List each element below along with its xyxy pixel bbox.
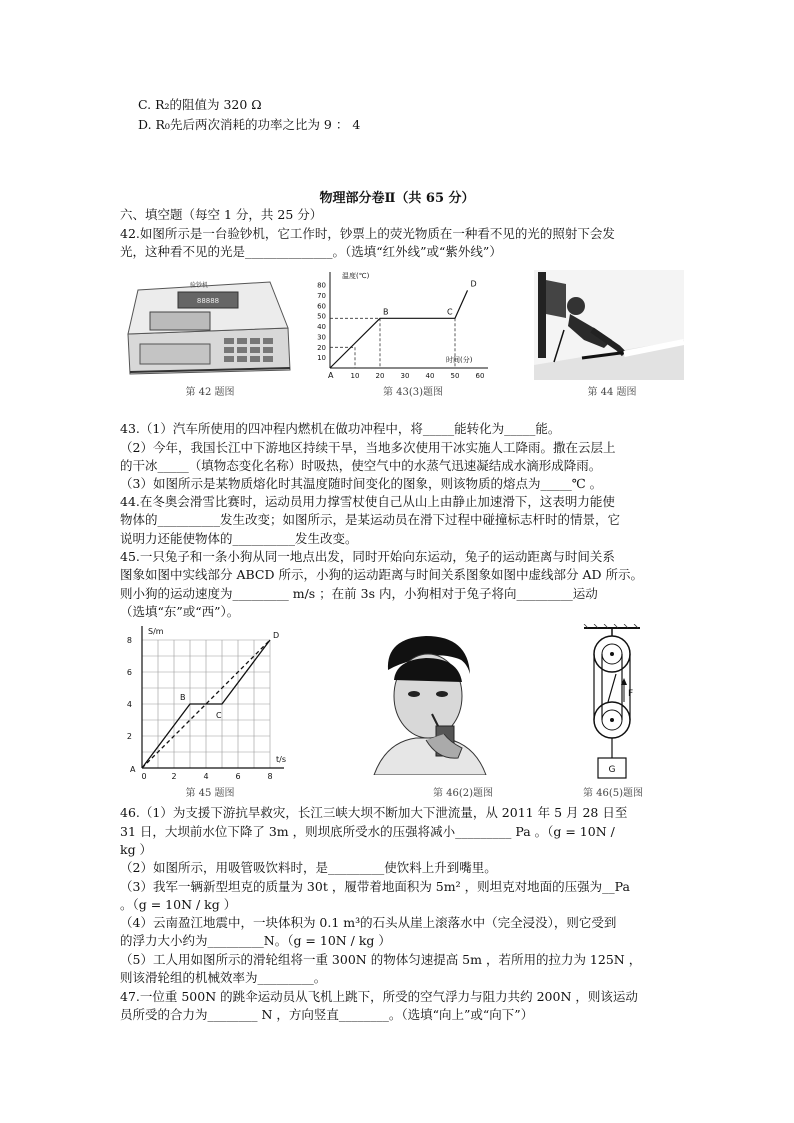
x-tick-label: 0 <box>141 772 147 781</box>
q45-line3: 则小狗的运动速度为_________ m/s ；在前 3s 内，小狗相对于兔子将向_________运动 <box>120 586 598 601</box>
point-label-B: B <box>180 693 186 702</box>
q46-line10: 则该滑轮组的机械效率为_________。 <box>120 970 327 985</box>
fig42-brand-text: 验钞机 <box>190 282 209 289</box>
option-d: D. R₀先后两次消耗的功率之比为 9 ： 4 <box>138 117 361 132</box>
q46-line6: 。（g = 10N / kg ） <box>120 897 237 912</box>
x-tick-label: 30 <box>400 372 410 380</box>
q46-line9: （5）工人用如图所示的滑轮组将一重 300N 的物体匀速提高 5m ，若所用的拉力为 125N ， <box>120 952 642 967</box>
y-tick-label: 30 <box>317 333 326 342</box>
x-tick-label: 60 <box>475 372 485 380</box>
q46-line4: （2）如图所示，用吸管吸饮料时，是_________使饮料上升到嘴里。 <box>120 860 497 875</box>
q43-line3: 的干冰_____（填物态变化名称）时吸热，使空气中的水蒸气迅速凝结成水滴形成降雨。 <box>120 458 602 473</box>
q46-line5: （3）我军一辆新型坦克的质量为 30t ，履带着地面积为 5m² ，则坦克对地面的压强为__Pa <box>120 879 630 894</box>
y-tick-label: 80 <box>317 281 326 290</box>
q47-line2: 员所受的合力为________ N ，方向竖直________。（选填“向上”或“向下”） <box>120 1007 534 1022</box>
y-tick-label: 8 <box>126 636 132 645</box>
q45-line1: 45.一只兔子和一条小狗从同一地点出发，同时开始向东运动，兔子的运动距离与时间关系 <box>120 549 615 564</box>
q45-line4: （选填“东”或“西”）。 <box>120 604 240 619</box>
x-tick-label: 6 <box>235 772 241 781</box>
section-heading: 六、填空题（每空 1 分，共 25 分） <box>120 207 323 222</box>
fig46-5-force-label: F <box>628 689 634 699</box>
q42-line2: 光，这种看不见的光是______________。（选填“红外线”或“紫外线”） <box>120 244 502 259</box>
section-title: 物理部分卷Ⅱ（共 65 分） <box>319 191 475 206</box>
fig43-chart <box>308 268 500 382</box>
fig46-5-pulley-diagram <box>576 624 648 782</box>
point-label-D: D <box>273 631 280 640</box>
fig44-skier-photo <box>534 270 684 380</box>
y-tick-label: 20 <box>317 343 326 352</box>
q44-line2: 物体的__________发生改变；如图所示，是某运动员在滑下过程中碰撞标志杆时的情景，它 <box>120 512 621 527</box>
x-tick-label: 4 <box>203 772 209 781</box>
y-tick-label: 40 <box>317 323 326 332</box>
q44-line3: 说明力还能使物体的__________发生改变。 <box>120 531 358 546</box>
q44-line1: 44.在冬奥会滑雪比赛时，运动员用力撑雪杖使自己从山上由静止加速滑下，这表明力能使 <box>120 494 615 509</box>
point-label-A: A <box>328 371 334 380</box>
fig42-screen-text: 88888 <box>196 297 220 305</box>
fig42-money-counter <box>120 272 296 380</box>
q46-line3: kg ） <box>120 842 153 857</box>
fig46-5-caption: 第 46(5)题图 <box>582 788 644 799</box>
q45-line2: 图象如图中实线部分 ABCD 所示，小狗的运动距离与时间关系图象如图中虚线部分 AD 所示。 <box>120 567 643 582</box>
y-tick-label: 10 <box>317 354 326 363</box>
fig46-2-drinking-photo <box>366 630 492 775</box>
point-label-B: B <box>383 307 389 317</box>
x-tick-label: 40 <box>425 372 435 380</box>
fig44-caption: 第 44 题图 <box>587 387 637 398</box>
y-tick-label: 50 <box>317 312 326 321</box>
point-label-C: C <box>447 307 453 317</box>
fig46-2-caption: 第 46(2)题图 <box>432 788 494 799</box>
q43-line2: （2）今年，我国长江中下游地区持续干旱，当地多次使用干冰实施人工降雨。撒在云层上 <box>120 440 616 455</box>
q46-line8: 的浮力大小约为_________N。（g = 10N / kg ） <box>120 933 391 948</box>
q43-line1: 43.（1）汽车所使用的四冲程内燃机在做功冲程中，将_____能转化为_____能。 <box>120 421 561 436</box>
y-tick-label: 70 <box>317 292 326 301</box>
x-axis-label: t/s <box>276 755 286 764</box>
q43-line4: （3）如图所示是某物质熔化时其温度随时间变化的图象，则该物质的熔点为_____℃ 。 <box>120 476 603 491</box>
fig42-caption: 第 42 题图 <box>185 387 235 398</box>
y-tick-label: 2 <box>126 732 132 741</box>
x-tick-label: 2 <box>171 772 177 781</box>
q46-line2: 31 日，大坝前水位下降了 3m ，则坝底所受水的压强将减小_________ Pa 。（g = 10N / <box>120 824 615 839</box>
y-tick-label: 4 <box>126 700 132 709</box>
y-axis-label: 温度(℃) <box>342 272 370 280</box>
point-label-A: A <box>130 765 136 774</box>
point-label-D: D <box>470 279 477 289</box>
y-tick-label: 6 <box>126 668 132 677</box>
option-c: C. R₂的阻值为 320 Ω <box>138 97 262 112</box>
x-tick-label: 50 <box>450 372 460 380</box>
fig45-caption: 第 45 题图 <box>185 788 235 799</box>
x-tick-label: 10 <box>350 372 360 380</box>
point-label-C: C <box>216 711 222 720</box>
q46-line7: （4）云南盈江地震中，一块体积为 0.1 m³的石头从崖上滚落水中（完全浸没），则它受到 <box>120 915 617 930</box>
y-axis-label: S/m <box>148 627 164 636</box>
fig46-5-weight-label: G <box>608 765 616 775</box>
q47-line1: 47.一位重 500N 的跳伞运动员从飞机上跳下，所受的空气浮力与阻力共约 200N ，则该运动 <box>120 989 638 1004</box>
q46-line1: 46.（1）为支援下游抗旱救灾，长江三峡大坝不断加大下泄流量，从 2011 年 5 月 28 日至 <box>120 805 628 820</box>
x-axis-label: 时间(分) <box>446 356 473 364</box>
q42-line1: 42.如图所示是一台验钞机，它工作时，钞票上的荧光物质在一种看不见的光的照射下会发 <box>120 226 615 241</box>
y-tick-label: 60 <box>317 302 326 311</box>
fig43-caption: 第 43(3)题图 <box>382 387 444 398</box>
fig45-chart <box>118 622 302 782</box>
x-tick-label: 8 <box>267 772 273 781</box>
x-tick-label: 20 <box>375 372 385 380</box>
